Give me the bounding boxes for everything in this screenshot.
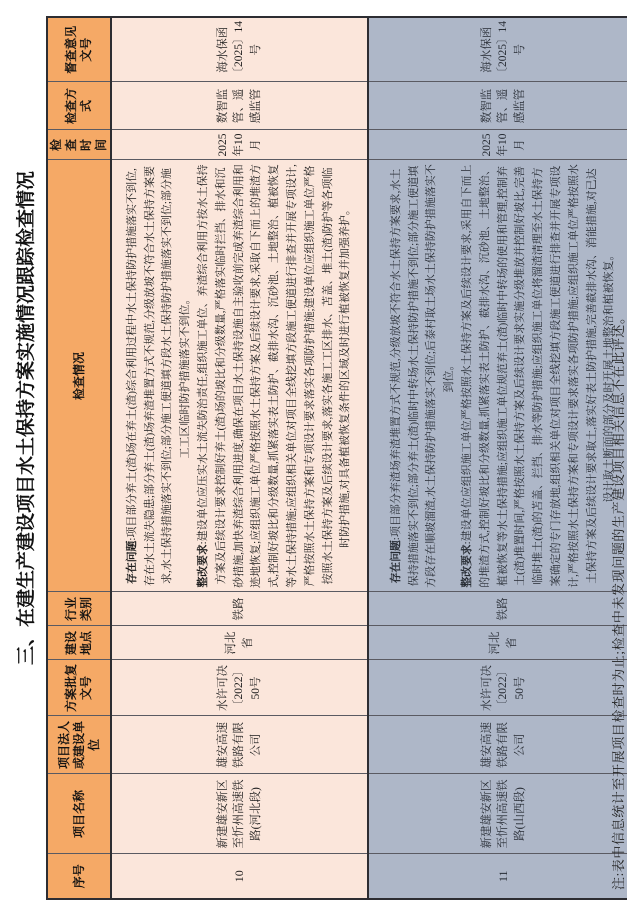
cell-location: 河北省	[111, 626, 368, 660]
problem-label: 存在问题	[125, 540, 138, 584]
cell-check-method: 数智监管、遥感监管	[111, 82, 368, 130]
rectify-paragraph	[195, 164, 355, 589]
header-location: 建设地点	[47, 626, 111, 660]
cell-seq: 10	[111, 854, 368, 899]
problem-text: :项目部分弃渣场弃渣堆置方式不规范,分级放坡不符合水土保持方案要求,水土保持措施落实不到位;部分弃土(渣)临时中转场水土保持防护措施不到位;部分施工便道填方段存在顺坡溜渣,水土保持防护措施落实不到位;后泰村取土场水土保持防护措施落实不到位。	[389, 164, 456, 588]
cell-check-time: 2025年10月	[368, 130, 627, 160]
cell-approval-no: 水许可决〔2022〕50号	[111, 660, 368, 716]
cell-industry: 铁路	[368, 592, 627, 626]
cell-inspection	[111, 160, 368, 592]
header-row	[47, 17, 111, 899]
rectify-text: :建设单位应组织施工单位严格按照水土保持方案及后续设计要求,采用自下而上的堆渣方式,控制好坡比和分级数量,抓紧落实表土防护、截排水沟、沉砂池、土地整治、植被恢复等水土保持措施;应组织施工单位规范弃土(渣)临时中转场的使用和管理,控制弃土(渣)堆置时间,严格按照水土保持方案及后续设计要求实施分级堆放并控制好坡比,完善临时堆土(渣)的苫盖、拦挡、排水等防护措施;应组织施工单位将溜渣清理至水土保持方案确定的专门存放地,组织相关单位对项目全线挖填方段施工便道进行排查并开展专项设计,严格按照水土保持方案和专项设计要求落实各项防护措施;应组织施工单位严格按照水土保持方案及后续设计要求取土,落实好表土防护措施,完善截排水沟、消能措施,对已达设计取土断面的部分及时开展土地整治和植被恢复。	[460, 164, 616, 588]
table-row-10	[111, 17, 368, 899]
cell-check-method: 数智监管、遥感监管	[368, 82, 627, 130]
rectify-paragraph	[459, 164, 619, 589]
header-check-method: 检查方式	[47, 82, 111, 130]
cell-industry: 铁路	[111, 592, 368, 626]
table-row-11	[368, 17, 627, 899]
page-title: 三、在建生产建设项目水土保持方案实施情况跟踪检查情况	[16, 170, 37, 665]
header-doc-no: 督查意见文号	[47, 17, 111, 82]
problem-label: 存在问题	[389, 540, 402, 584]
cell-doc-no: 海水保函〔2025〕14号	[368, 17, 627, 82]
cell-owner: 雄安高速铁路有限公司	[368, 716, 627, 774]
cell-seq: 11	[368, 854, 627, 899]
cell-doc-no: 海水保函〔2025〕14号	[111, 17, 368, 82]
problem-paragraph	[124, 164, 195, 589]
footnote: 注:表中信息统计至开展项目检查时为止;检查中未发现问题的生产建设项目相关信息不在此评述。	[611, 310, 626, 890]
header-seq: 序号	[47, 854, 111, 899]
cell-location: 河北省	[368, 626, 627, 660]
cell-owner: 雄安高速铁路有限公司	[111, 716, 368, 774]
cell-project-name: 新建雄安新区至忻州高速铁路(河北段)	[111, 774, 368, 854]
cell-project-name: 新建雄安新区至忻州高速铁路(山西段)	[368, 774, 627, 854]
cell-inspection	[368, 160, 627, 592]
header-check-time: 检查时间	[47, 130, 111, 160]
problem-paragraph	[388, 164, 459, 589]
problem-text: :项目部分弃土(渣)场在弃土(渣)综合利用过程中水土保持防护措施落实不到位,存在水土流失隐患;部分弃土(渣)场弃渣堆置方式不规范,分级放坡不符合水土保持方案要求,水土保持措施落实不到位;部分施工便道填方段水土保持防护措施落实不到位;部分施工工区临时防护措施落实不到位。	[125, 165, 192, 587]
header-industry: 行业类别	[47, 592, 111, 626]
header-owner: 项目法人或建设单位	[47, 716, 111, 774]
header-inspection: 检查情况	[47, 160, 111, 592]
cell-approval-no: 水许可决〔2022〕50号	[368, 660, 627, 716]
header-approval-no: 方案批复文号	[47, 660, 111, 716]
header-project-name: 项目名称	[47, 774, 111, 854]
cell-check-time: 2025年10月	[111, 130, 368, 160]
rectify-label: 整改要求	[460, 544, 473, 588]
inspection-table	[46, 16, 627, 900]
rectify-label: 整改要求	[196, 544, 209, 588]
rectify-text: :建设单位应压实水土流失防治责任,组织施工单位、弃渣综合利用方按水土保持方案及后续设计要求控制好弃土(渣)场的坡比和分级数量,严格落实临时拦挡、排水和沉砂措施,加快弃渣综合利用进度,确保在项目水土保持设施自主验收前完成弃渣综合利用和迹地恢复;应组织施工单位严格按照水土保持方案及后续设计要求,采取自下而上的堆渣方式,控制好坡比和分级数量,抓紧落实表土防护、截排水沟、沉砂池、土地整治、植被恢复等水土保持措施;应组织相关单位对项目全线挖填方段施工便道进行排查并开展专项设计,严格按照水土保持方案和专项设计要求落实各项防护措施;建设单位应组织施工单位严格按照水土保持方案及后续设计要求,落实各施工工区排水、苫盖、堆土(渣)防护等各项临时防护措施,对具备植被恢复条件的区域及时进行植被恢复并加强养护。	[196, 164, 352, 588]
